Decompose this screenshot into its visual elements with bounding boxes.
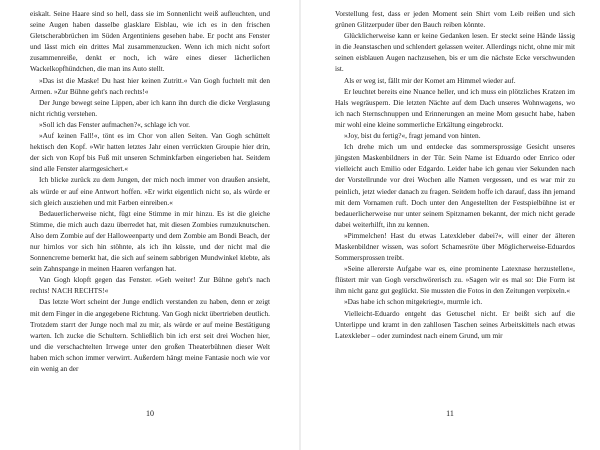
page-number-left: 10	[146, 409, 154, 418]
paragraph: Ich blicke zurück zu dem Jungen, der mich noch immer von draußen ansieht, als würde er auf eine Antwort hoffen. »Er wirkt eigentlich nicht so, als würde er sich gleich ausziehen und mit Farben einreiben.«	[30, 175, 270, 207]
paragraph: »Soll ich das Fenster aufmachen?«, schlage ich vor.	[39, 119, 190, 129]
left-page-text	[30, 8, 270, 374]
paragraph: eiskalt. Seine Haare sind so hell, dass sie im Sonnenlicht weiß aufleuchten, und seine Augen haben dasselbe glasklare Eisblau, wie ich es in den frischen Gletscherabbrüchen im Süden Argentiniens gesehen habe. Er pocht ans Fenster und lässt mich ein drittes Mal zusammenzucken. Wenn ich mich nicht sofort zusammenreiße, denkt er noch, ich wäre eines dieser lächerlichen Wackelkopfhündchen, die man ins Auto stellt.	[30, 9, 270, 74]
paragraph: Er leuchtet bereits eine Nuance heller, und ich muss ein plötzliches Kratzen im Hals wegräuspern. Die letzten Nächte auf dem Dach unseres Wohnwagens, wo ich nach Sternschnuppen und Erinnerungen an meine Mom gesucht habe, haben mir wohl eine kleine sommerliche Erkältung eingebrockt.	[335, 86, 575, 129]
right-page	[300, 0, 600, 450]
paragraph: »Auf keinen Fall!«, tönt es im Chor von allen Seiten. Van Gogh schüttelt hektisch den Kopf. »Wir hatten letztes Jahr einen verrückten Groupie hier drin, der sich von Kopf bis Fuß mit unseren Schminkfarben eingerieben hat. Seitdem sind alle Fenster alarmgesichert.«	[30, 131, 270, 174]
paragraph: »Pimmelchen! Hast du etwas Latexkleber dabei?«, will einer der älteren Maskenbildner wissen, was sofort Schamesröte über Möglicherweise-Eduardos Sommersprossen treibt.	[335, 230, 575, 263]
paragraph: Vielleicht-Eduardo entgeht das Getuschel nicht. Er beißt sich auf die Unterlippe und kramt in den zahllosen Taschen seines Arbeitskittels nach etwas Latexkleber – oder zumindest nach einem Grund, um mir	[335, 308, 575, 340]
paragraph: Glücklicherweise kann er keine Gedanken lesen. Er steckt seine Hände lässig in die Jeanstaschen und schlendert gelassen weiter. Allerdings nicht, ohne mir mit seinen eisblauen Augen nachzusehen, bis er um die nächste Ecke verschwunden ist.	[335, 31, 575, 74]
paragraph: Der Junge bewegt seine Lippen, aber ich kann ihn durch die dicke Verglasung nicht richtig verstehen.	[30, 97, 270, 118]
paragraph: »Das ist die Maske! Du hast hier keinen Zutritt.« Van Gogh fuchtelt mit den Armen. »Zur Bühne geht's nach rechts!«	[30, 75, 270, 96]
paragraph: Van Gogh klopft gegen das Fenster. »Geh weiter! Zur Bühne geht's nach rechts! NACH RECHTS!«	[30, 275, 270, 296]
page-number-right: 11	[446, 409, 454, 418]
paragraph: Vorstellung fest, dass er jeden Moment sein Shirt vom Leib reißen und sich grünen Glitzerpuder über den Bauch reiben könnte.	[335, 9, 575, 30]
right-page-text	[335, 8, 575, 341]
paragraph: »Das habe ich schon mitgekriegt«, murmle ich.	[344, 297, 483, 307]
paragraph: Bedauerlicherweise nicht, fügt eine Stimme in mir hinzu. Es ist die gleiche Stimme, die mich auch dazu überredet hat, mit diesen Zombies rumzuknutschen. Also dem Zombie auf der Halloweenparty und dem Zombie am Bondi Beach, der nur hirnlos vor sich hin stöhnte, als ich ihn küsste, und der nicht mal die Sonnencreme bemerkt hat, die sich auf seinem sabbrigen Mundwinkel klebte, als sein Zahnspange in meinen Haaren verfangen hat.	[30, 208, 270, 274]
paragraph: Das letzte Wort scheint der Junge endlich verstanden zu haben, denn er zeigt mit dem Finger in die angegebene Richtung. Van Gogh nickt übertrieben deutlich. Trotzdem starrt der Junge noch mal zu mir, als würde er auf meine Bestätigung warten. Ich zucke die Schultern. Schließlich bin ich erst seit drei Wochen hier, und die verschachtelten Irrwege unter den großen Theaterbühnen dieser Welt haben mich schon immer verwirrt. Außerdem hängt meine Fantasie noch wie vor ein wenig an der	[30, 297, 270, 373]
paragraph: »Joy, bist du fertig?«, fragt jemand von hinten.	[344, 131, 481, 141]
paragraph: Ich drehe mich um und entdecke das sommersprossige Gesicht unseres jüngsten Maskenbildners in der Tür. Sein Name ist Eduardo oder Enrico oder vielleicht auch Emilio oder Edgardo. Leider habe ich genau vier Sekunden nach der Vorstellrunde vor drei Wochen alle Namen vergessen, und es war mir zu peinlich, jetzt wieder danach zu fragen. Seitdem hoffe ich darauf, dass ihn jemand mit dem Vornamen ruft. Doch unter den Angestellten der Festspielbühne ist er bedauerlicherweise nur unter seinem Spitznamen bekannt, der mich nicht gerade dabei weiterhilft, ihn zu kennen.	[335, 142, 575, 229]
paragraph: Als er weg ist, fällt mir der Komet am Himmel wieder auf.	[344, 75, 516, 85]
paragraph: »Seine allererste Aufgabe war es, eine prominente Latexnase herzustellen«, flüstert mir van Gogh verschwörerisch zu. »Sagen wir es mal so: Die Form ist ihm nicht ganz gut geglückt. Sie mussten die Fotos in den Zeitungen verpixeln.«	[335, 264, 575, 296]
